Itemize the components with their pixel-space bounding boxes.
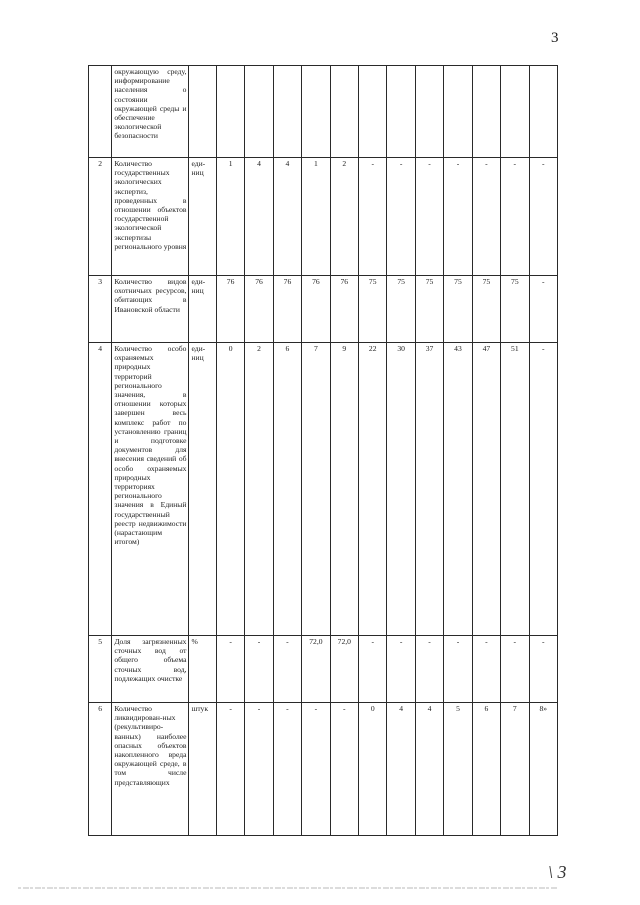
- indicator-name-cell: Количество государственных экологических экспертиз, проведенных в отношении объектов государственной экологической экспертизы регионального уровня: [112, 158, 189, 276]
- value-cell: -: [415, 158, 443, 276]
- value-cell: [415, 66, 443, 158]
- value-cell: 4: [273, 158, 301, 276]
- table-row: [89, 703, 558, 836]
- table-row: [89, 276, 558, 343]
- value-cell: -: [273, 636, 301, 703]
- value-cell: 2: [330, 158, 358, 276]
- value-cell: 7: [302, 343, 330, 636]
- value-cell: -: [216, 703, 244, 836]
- value-cell: -: [529, 158, 557, 276]
- table-row: [89, 66, 558, 158]
- value-cell: -: [529, 636, 557, 703]
- value-cell: [444, 66, 472, 158]
- row-number-cell: [89, 66, 112, 158]
- value-cell: -: [444, 636, 472, 703]
- value-cell: -: [273, 703, 301, 836]
- value-cell: -: [387, 636, 415, 703]
- value-cell: -: [359, 636, 387, 703]
- unit-cell: [189, 66, 216, 158]
- value-cell: [273, 66, 301, 158]
- indicator-name-cell: Количество видов охотничьих ресурсов, обитающих в Ивановской области: [112, 276, 189, 343]
- value-cell: -: [216, 636, 244, 703]
- value-cell: -: [501, 636, 529, 703]
- indicator-name-cell: Количество особо охраняемых природных территорий регионального значения, в отношении которых завершен весь комплекс работ по установлению границ и подготовке документов для внесения сведений об особо охраняемых природных территориях регионального значения в Единый государственный реестр недвижимости (нарастающим итогом): [112, 343, 189, 636]
- value-cell: -: [302, 703, 330, 836]
- unit-cell: еди-ниц: [189, 276, 216, 343]
- row-number-cell: 6: [89, 703, 112, 836]
- value-cell: 51: [501, 343, 529, 636]
- indicators-table: [88, 65, 558, 836]
- value-cell: 76: [216, 276, 244, 343]
- value-cell: [529, 66, 557, 158]
- value-cell: 37: [415, 343, 443, 636]
- value-cell: -: [330, 703, 358, 836]
- value-cell: 75: [359, 276, 387, 343]
- value-cell: [387, 66, 415, 158]
- value-cell: 75: [472, 276, 500, 343]
- value-cell: -: [245, 703, 273, 836]
- corner-mark: \ 3: [548, 862, 567, 882]
- value-cell: -: [245, 636, 273, 703]
- value-cell: [472, 66, 500, 158]
- value-cell: 76: [302, 276, 330, 343]
- value-cell: 6: [273, 343, 301, 636]
- value-cell: 8»: [529, 703, 557, 836]
- value-cell: 75: [501, 276, 529, 343]
- unit-cell: еди-ниц: [189, 158, 216, 276]
- table-row: [89, 636, 558, 703]
- value-cell: 0: [216, 343, 244, 636]
- value-cell: -: [387, 158, 415, 276]
- row-number-cell: 2: [89, 158, 112, 276]
- value-cell: -: [472, 158, 500, 276]
- value-cell: 75: [387, 276, 415, 343]
- table-row: [89, 158, 558, 276]
- value-cell: 76: [273, 276, 301, 343]
- row-number-cell: 3: [89, 276, 112, 343]
- value-cell: 75: [415, 276, 443, 343]
- value-cell: -: [501, 158, 529, 276]
- value-cell: -: [444, 158, 472, 276]
- value-cell: [359, 66, 387, 158]
- indicator-name-cell: окружающую среду, информирование населения о состоянии окружающей среды и обеспечение экологической безопасности: [112, 66, 189, 158]
- value-cell: 9: [330, 343, 358, 636]
- value-cell: 30: [387, 343, 415, 636]
- value-cell: 43: [444, 343, 472, 636]
- value-cell: 47: [472, 343, 500, 636]
- value-cell: 76: [245, 276, 273, 343]
- value-cell: [216, 66, 244, 158]
- scan-noise-footer: [18, 885, 578, 891]
- unit-cell: штук: [189, 703, 216, 836]
- value-cell: -: [415, 636, 443, 703]
- value-cell: 7: [501, 703, 529, 836]
- row-number-cell: 4: [89, 343, 112, 636]
- value-cell: 75: [444, 276, 472, 343]
- value-cell: 22: [359, 343, 387, 636]
- value-cell: -: [529, 343, 557, 636]
- value-cell: -: [472, 636, 500, 703]
- indicator-name-cell: Количество ликвидирован-ных (рекультивиро-ванных) наиболее опасных объектов накопленного вреда окружающей среде, в том числе представляющих: [112, 703, 189, 836]
- value-cell: -: [359, 158, 387, 276]
- value-cell: 72,0: [302, 636, 330, 703]
- row-number-cell: 5: [89, 636, 112, 703]
- value-cell: 72,0: [330, 636, 358, 703]
- page-number: 3: [551, 30, 559, 46]
- unit-cell: %: [189, 636, 216, 703]
- value-cell: 2: [245, 343, 273, 636]
- value-cell: 1: [216, 158, 244, 276]
- value-cell: 1: [302, 158, 330, 276]
- value-cell: 4: [415, 703, 443, 836]
- value-cell: 0: [359, 703, 387, 836]
- value-cell: -: [529, 276, 557, 343]
- value-cell: 4: [245, 158, 273, 276]
- value-cell: 6: [472, 703, 500, 836]
- value-cell: [330, 66, 358, 158]
- value-cell: [245, 66, 273, 158]
- value-cell: [302, 66, 330, 158]
- value-cell: [501, 66, 529, 158]
- unit-cell: еди-ниц: [189, 343, 216, 636]
- value-cell: 4: [387, 703, 415, 836]
- value-cell: 76: [330, 276, 358, 343]
- value-cell: 5: [444, 703, 472, 836]
- indicator-name-cell: Доля загрязненных сточных вод от общего объема сточных вод, подлежащих очистке: [112, 636, 189, 703]
- table-row: [89, 343, 558, 636]
